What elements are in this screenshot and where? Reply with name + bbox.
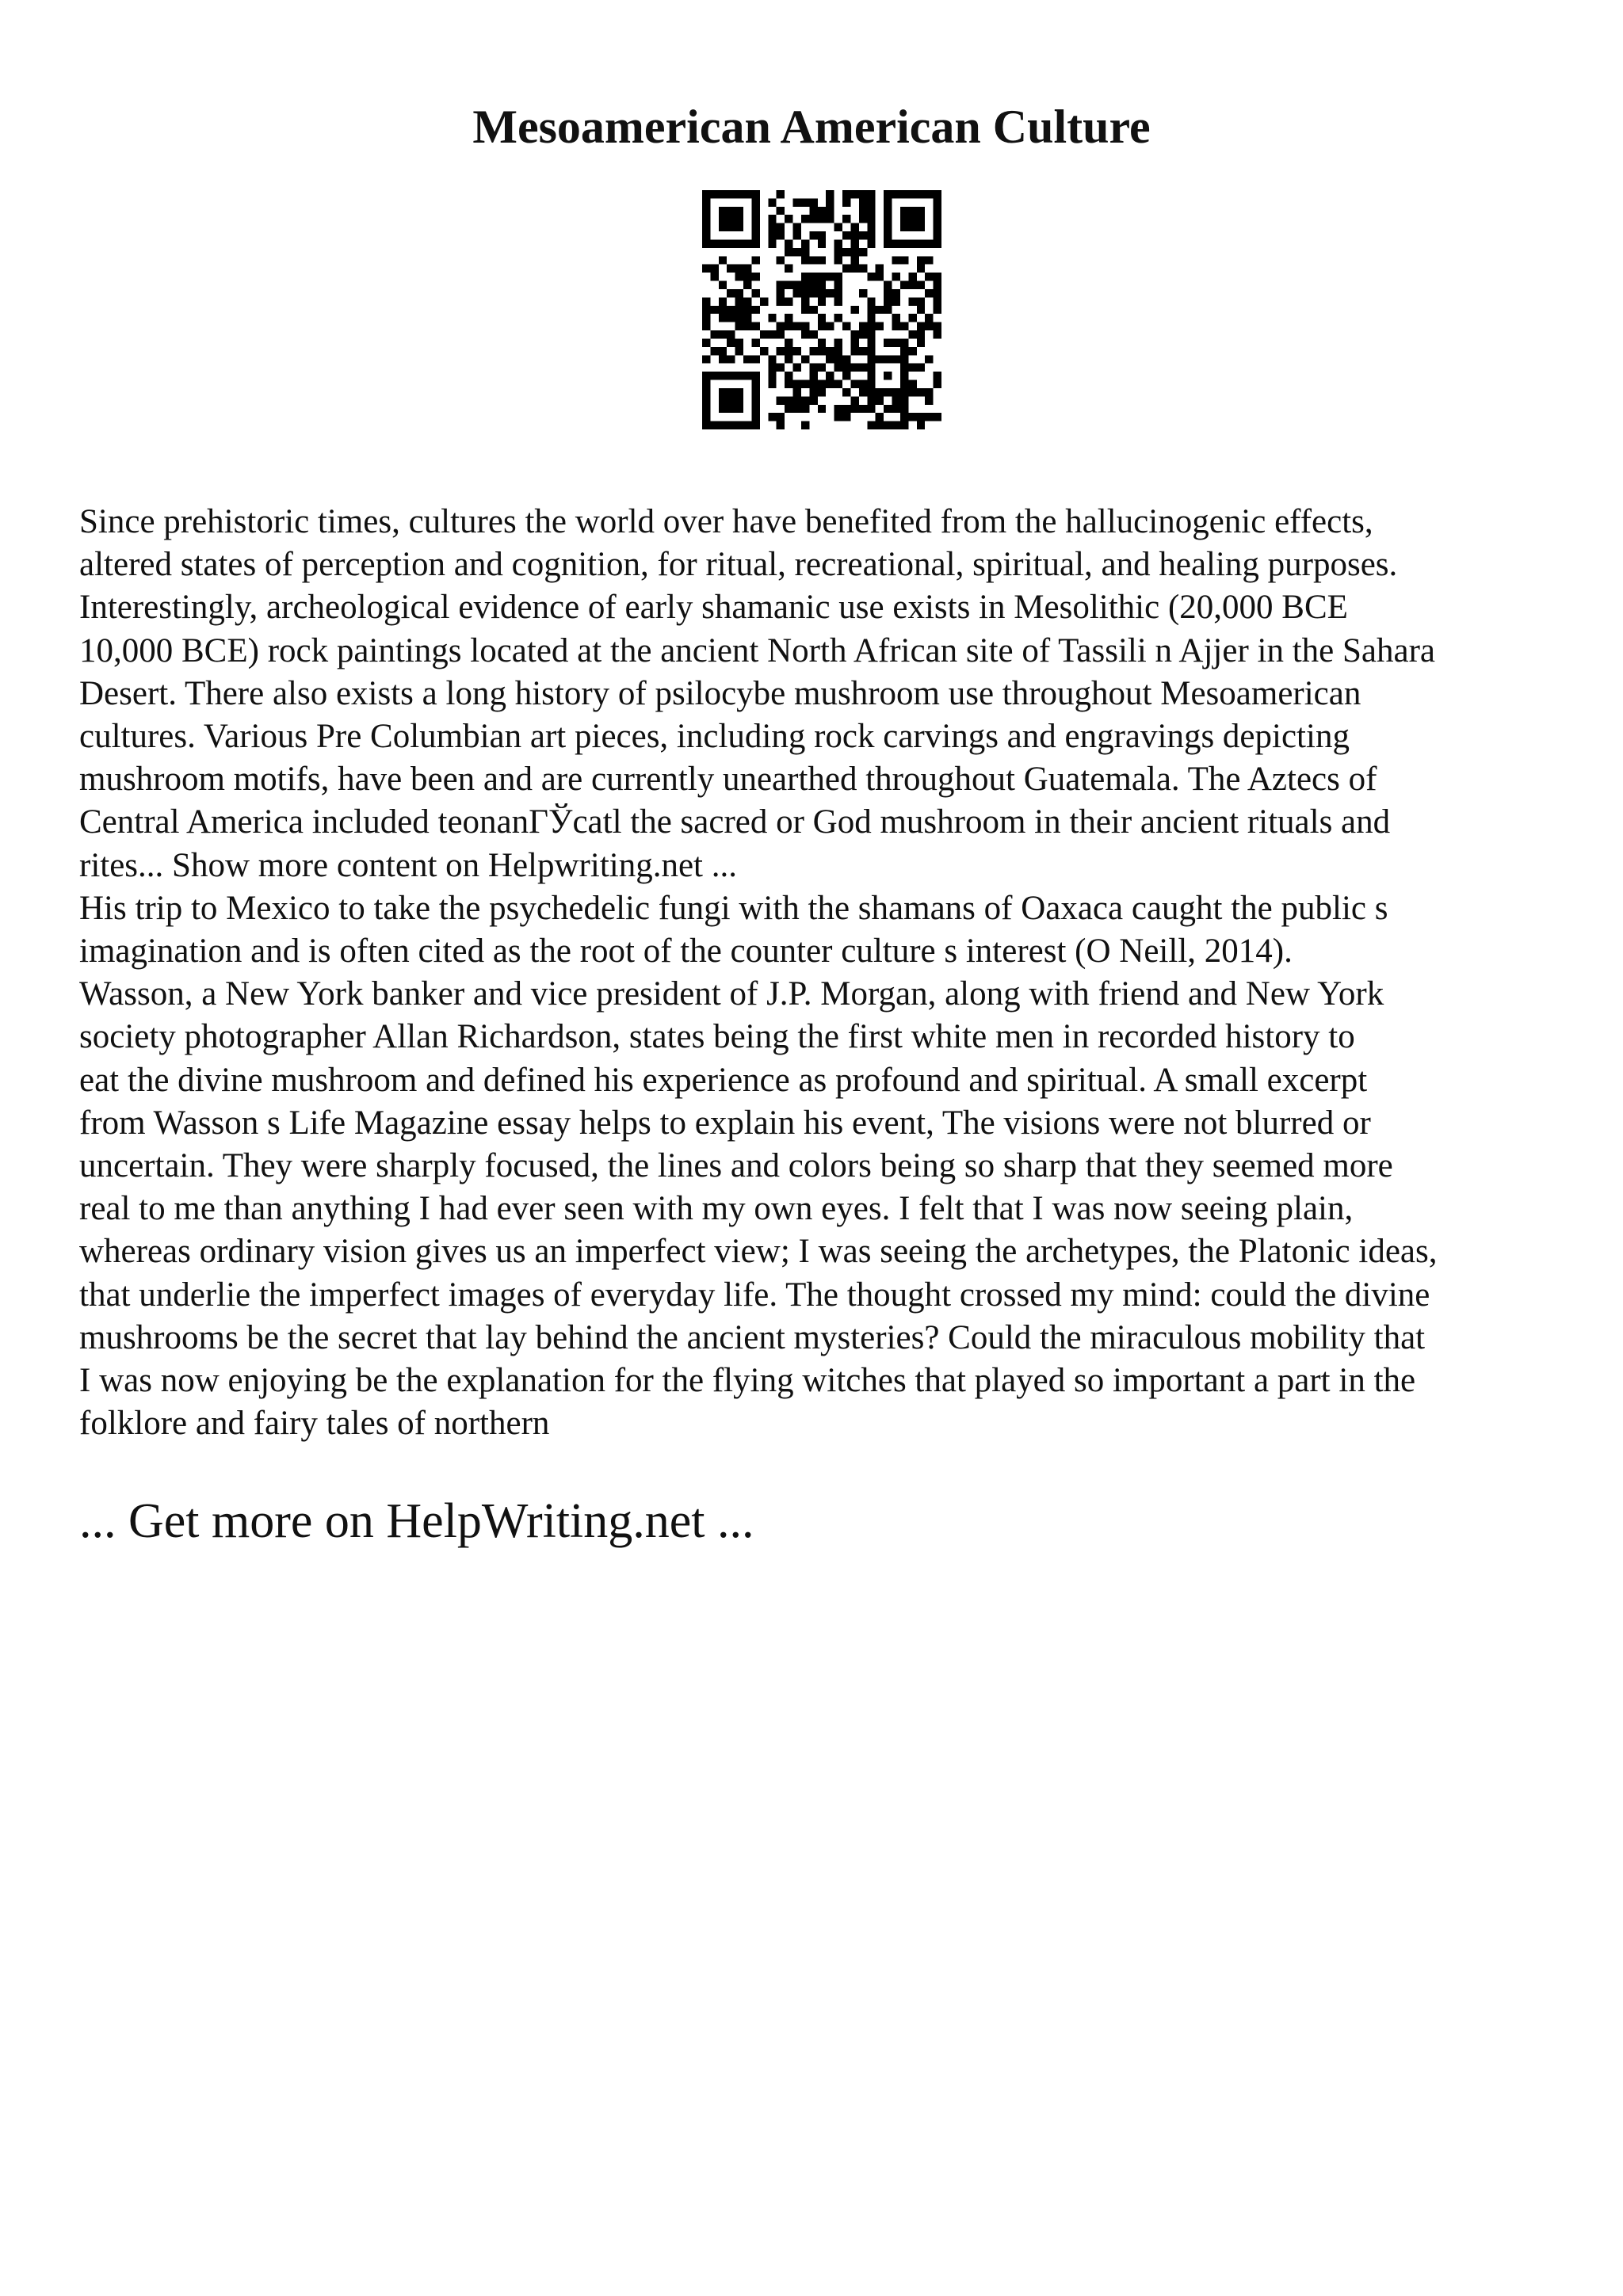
text-line: eat the divine mushroom and defined his experience as profound and spiritual. A small excerpt [79, 1061, 1368, 1099]
text-line: cultures. Various Pre Columbian art pieces, including rock carvings and engravings depicting [79, 718, 1350, 756]
text-line: whereas ordinary vision gives us an imperfect view; I was seeing the archetypes, the Platonic ideas, [79, 1233, 1438, 1271]
text-line: altered states of perception and cognition, for ritual, recreational, spiritual, and healing purposes. [79, 546, 1398, 584]
text-line: 10,000 BCE) rock paintings located at the ancient North African site of Tassili n Ajjer in the Sahara [79, 631, 1435, 669]
text-line: Desert. There also exists a long history of psilocybe mushroom use throughout Mesoamerican [79, 674, 1361, 712]
text-line: from Wasson s Life Magazine essay helps to explain his event, The visions were not blurred or [79, 1104, 1371, 1142]
text-line: Central America included teonanГЎcatl the sacred or God mushroom in their ancient rituals and [79, 803, 1391, 841]
text-line: imagination and is often cited as the root of the counter culture s interest (O Neill, 2014). [79, 933, 1293, 971]
page-title: Mesoamerican American Culture [472, 101, 1151, 153]
get-more-link[interactable]: ... Get more on HelpWriting.net ... [79, 1494, 754, 1548]
text-line: that underlie the imperfect images of everyday life. The thought crossed my mind: could the divine [79, 1276, 1430, 1314]
text-line: real to me than anything I had ever seen with my own eyes. I felt that I was now seeing plain, [79, 1190, 1354, 1228]
text-line: mushrooms be the secret that lay behind the ancient mysteries? Could the miraculous mobility that [79, 1318, 1426, 1356]
text-line: folklore and fairy tales of northern [79, 1405, 550, 1443]
qr-code-icon [702, 190, 941, 429]
text-line: His trip to Mexico to take the psychedelic fungi with the shamans of Oaxaca caught the public s [79, 889, 1388, 927]
text-line: rites... Show more content on Helpwriting.net ... [79, 846, 737, 884]
text-line: Interestingly, archeological evidence of early shamanic use exists in Mesolithic (20,000 BCE [79, 589, 1348, 627]
text-line: society photographer Allan Richardson, states being the first white men in recorded history to [79, 1018, 1355, 1056]
text-line: uncertain. They were sharply focused, the lines and colors being so sharp that they seemed more [79, 1147, 1393, 1185]
text-line: Wasson, a New York banker and vice president of J.P. Morgan, along with friend and New York [79, 975, 1384, 1013]
text-line: Since prehistoric times, cultures the world over have benefited from the hallucinogenic effects, [79, 503, 1373, 540]
text-line: I was now enjoying be the explanation for the flying witches that played so important a part in the [79, 1362, 1416, 1400]
text-line: mushroom motifs, have been and are currently unearthed throughout Guatemala. The Aztecs of [79, 761, 1377, 799]
body-text [79, 501, 1569, 1445]
